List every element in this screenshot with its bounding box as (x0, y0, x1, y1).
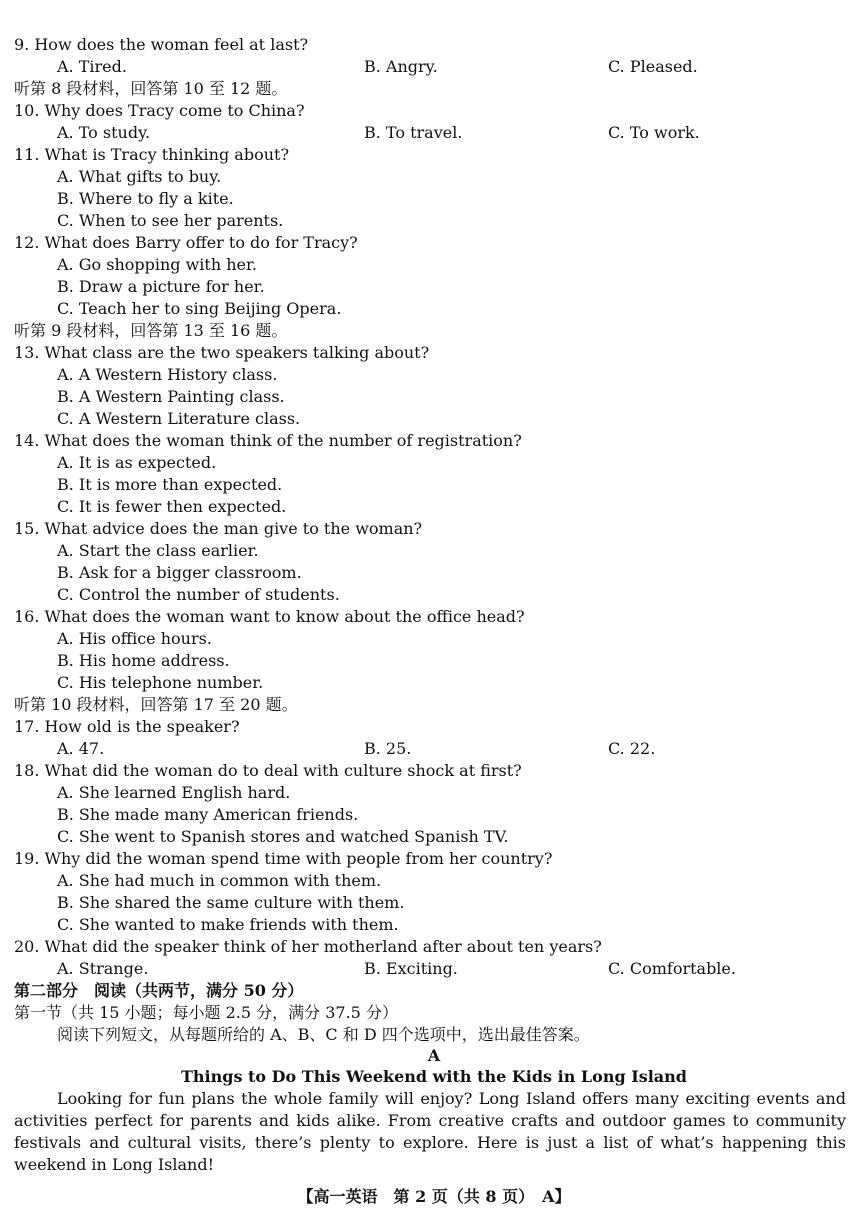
question-9: 9. How does the woman feel at last? (14, 35, 309, 54)
option-c: C. His telephone number. (57, 673, 264, 692)
option-b: B. Exciting. (364, 959, 458, 978)
option-c: C. Teach her to sing Beijing Opera. (57, 299, 342, 318)
section-8-instruction: 听第 8 段材料，回答第 10 至 12 题。 (14, 79, 288, 98)
question-15: 15. What advice does the man give to the woman? (14, 519, 423, 538)
option-a: A. His office hours. (57, 629, 212, 648)
option-b: B. His home address. (57, 651, 230, 670)
option-b: B. Angry. (364, 57, 438, 76)
question-12: 12. What does Barry offer to do for Tracy? (14, 233, 358, 252)
option-a: A. Strange. (57, 959, 149, 978)
section-10-instruction: 听第 10 段材料，回答第 17 至 20 题。 (14, 695, 298, 714)
option-c: C. When to see her parents. (57, 211, 284, 230)
option-c: C. She wanted to make friends with them. (57, 915, 399, 934)
question-11: 11. What is Tracy thinking about? (14, 145, 290, 164)
option-a: A. Start the class earlier. (57, 541, 259, 560)
passage-letter: A (427, 1046, 441, 1065)
question-13: 13. What class are the two speakers talking about? (14, 343, 430, 362)
section-1-heading: 第一节（共 15 小题；每小题 2.5 分，满分 37.5 分） (14, 1003, 398, 1022)
option-b: B. Where to fly a kite. (57, 189, 234, 208)
option-b: B. To travel. (364, 123, 463, 142)
option-a: A. She had much in common with them. (57, 871, 382, 890)
question-17-options (0, 738, 868, 760)
reading-instruction: 阅读下列短文，从每题所给的 A、B、C 和 D 四个选项中，选出最佳答案。 (57, 1025, 590, 1044)
option-b: B. She made many American friends. (57, 805, 359, 824)
option-a: A. Go shopping with her. (57, 255, 257, 274)
option-b: B. A Western Painting class. (57, 387, 285, 406)
option-a: A. She learned English hard. (57, 783, 291, 802)
question-9-options (0, 56, 868, 78)
part-2-heading: 第二部分 阅读（共两节，满分 50 分） (14, 981, 304, 1000)
page-footer: 【高一英语 第 2 页（共 8 页） A】 (297, 1187, 571, 1206)
option-a: A. It is as expected. (57, 453, 217, 472)
option-a: A. 47. (57, 739, 105, 758)
section-9-instruction: 听第 9 段材料，回答第 13 至 16 题。 (14, 321, 288, 340)
option-c: C. It is fewer then expected. (57, 497, 287, 516)
option-b: B. It is more than expected. (57, 475, 283, 494)
option-b: B. Draw a picture for her. (57, 277, 265, 296)
option-a: A. To study. (57, 123, 151, 142)
option-b: B. 25. (364, 739, 412, 758)
question-10: 10. Why does Tracy come to China? (14, 101, 305, 120)
option-c: C. Control the number of students. (57, 585, 340, 604)
question-18: 18. What did the woman do to deal with culture shock at first? (14, 761, 522, 780)
option-b: B. She shared the same culture with them. (57, 893, 405, 912)
option-c: C. To work. (608, 123, 700, 142)
question-17: 17. How old is the speaker? (14, 717, 240, 736)
option-c: C. Pleased. (608, 57, 698, 76)
option-c: C. A Western Literature class. (57, 409, 301, 428)
option-c: C. She went to Spanish stores and watched Spanish TV. (57, 827, 509, 846)
passage-text: Looking for fun plans the whole family will enjoy? Long Island offers many exciting events and activities perfect for parents and kids alike. From creative crafts and outdoor games to community festivals and cultural visits, there’s plenty to explore. Here is just a list of what’s happening this weekend in Long Island! (14, 1089, 846, 1174)
question-10-options (0, 122, 868, 144)
question-16: 16. What does the woman want to know about the office head? (14, 607, 525, 626)
option-a: A. Tired. (57, 57, 127, 76)
passage-title: Things to Do This Weekend with the Kids in Long Island (181, 1067, 687, 1086)
option-c: C. 22. (608, 739, 656, 758)
option-a: A. A Western History class. (57, 365, 278, 384)
option-a: A. What gifts to buy. (57, 167, 222, 186)
question-19: 19. Why did the woman spend time with people from her country? (14, 849, 553, 868)
question-20-options (0, 958, 868, 980)
option-c: C. Comfortable. (608, 959, 736, 978)
question-14: 14. What does the woman think of the number of registration? (14, 431, 522, 450)
question-20: 20. What did the speaker think of her motherland after about ten years? (14, 937, 602, 956)
option-b: B. Ask for a bigger classroom. (57, 563, 302, 582)
